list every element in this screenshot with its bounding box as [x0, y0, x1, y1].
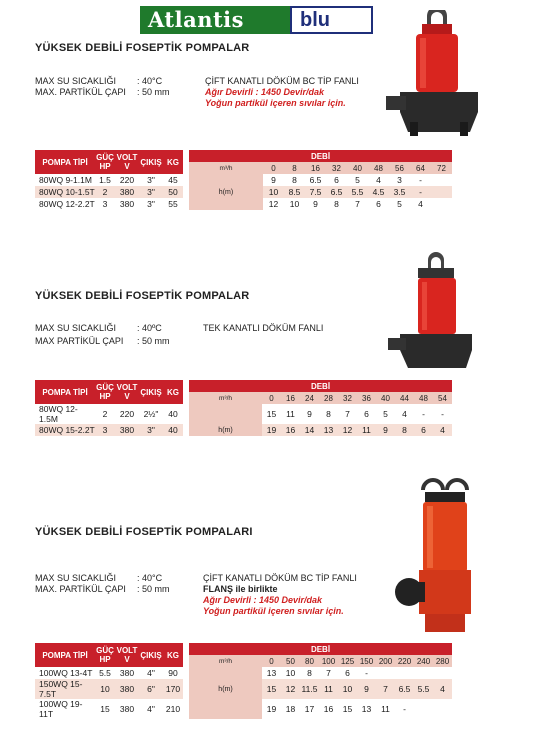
cell-model: 80WQ 9-1.1M: [35, 174, 95, 186]
flow-value: 54: [433, 392, 452, 404]
cell-hp: 2: [95, 404, 115, 424]
cell-head: 10: [281, 667, 300, 679]
cell-head: [431, 186, 452, 198]
cell-head: 9: [263, 174, 284, 186]
cell-model: 150WQ 15-7.5T: [35, 679, 95, 699]
flow-value: 72: [431, 162, 452, 174]
flow-value: 8: [284, 162, 305, 174]
cell-head: [431, 174, 452, 186]
cell-head: 6: [414, 424, 433, 436]
flow-value: 36: [357, 392, 376, 404]
cell-head: 9: [357, 679, 376, 699]
cell-head: 5: [376, 404, 395, 424]
cell-head: 6.5: [326, 186, 347, 198]
cell-out: 4": [139, 667, 163, 679]
cell-head: 5: [389, 198, 410, 210]
section-1-title: YÜKSEK DEBİLİ FOSEPTİK POMPALAR: [35, 42, 250, 54]
flow-value: 48: [368, 162, 389, 174]
cell-head: 9: [300, 404, 319, 424]
brand-sub: blu: [290, 6, 373, 34]
cell-head: 6: [357, 404, 376, 424]
cell-head: 9: [376, 424, 395, 436]
brand-logo: [140, 6, 373, 34]
flow-value: 40: [347, 162, 368, 174]
flow-value: 220: [395, 655, 414, 667]
cell-head: 11: [319, 679, 338, 699]
cell-model: 80WQ 10-1.5T: [35, 186, 95, 198]
cell-head: 4: [433, 424, 452, 436]
cell-hp: 3: [95, 424, 115, 436]
cell-hp: 2: [95, 186, 115, 198]
cell-out: 4": [139, 699, 163, 719]
cell-head: 13: [262, 667, 281, 679]
cell-head: 4.5: [368, 186, 389, 198]
cell-head: 12: [263, 198, 284, 210]
cell-volt: 380: [115, 699, 139, 719]
section-1-specs: MAX SU SICAKLIĞI : 40°C MAX. PARTİKÜL ÇAPI : 50 mm: [35, 76, 170, 97]
cell-out: 3": [139, 186, 163, 198]
flow-value: 44: [395, 392, 414, 404]
cell-head: 4: [410, 198, 431, 210]
cell-head: 5.5: [347, 186, 368, 198]
column-header: POMPA TİPİ: [35, 643, 95, 667]
cell-head: 6.5: [305, 174, 326, 186]
column-header: GÜÇ HP: [95, 380, 115, 404]
cell-head: 8: [326, 198, 347, 210]
section-3-features: ÇİFT KANATLI DÖKÜM BC TİP FANLI FLANŞ ile birlikte Ağır Devirli : 1450 Devir/dak Yoğun partikül içeren sıvılar için.: [203, 573, 357, 616]
cell-head: 8: [284, 174, 305, 186]
cell-kg: 90: [163, 667, 183, 679]
cell-model: 80WQ 12-1.5M: [35, 404, 95, 424]
cell-head: 5.5: [414, 679, 433, 699]
pump-image-3: [395, 470, 495, 635]
cell-volt: 380: [115, 198, 139, 210]
cell-head: 7.5: [305, 186, 326, 198]
column-header: VOLT V: [115, 643, 139, 667]
cell-head: [433, 699, 452, 719]
cell-volt: 220: [115, 404, 139, 424]
head-unit: h(m): [189, 424, 262, 436]
cell-head: 14: [300, 424, 319, 436]
table-row: [35, 174, 452, 186]
cell-volt: 380: [115, 424, 139, 436]
table-row: [35, 198, 452, 210]
cell-out: 6": [139, 679, 163, 699]
table-header-row: [35, 380, 452, 392]
brand-name: Atlantis: [140, 6, 290, 34]
flow-value: 50: [281, 655, 300, 667]
column-header: ÇIKIŞ: [139, 643, 163, 667]
flow-unit: m³/h: [189, 655, 262, 667]
flow-value: 280: [433, 655, 452, 667]
cell-head: [414, 699, 433, 719]
pump-image-2: [388, 252, 478, 370]
cell-head: 13: [357, 699, 376, 719]
cell-head: 8: [300, 667, 319, 679]
cell-volt: 380: [115, 667, 139, 679]
cell-head: 19: [262, 424, 281, 436]
cell-model: 100WQ 19-11T: [35, 699, 95, 719]
column-header: POMPA TİPİ: [35, 380, 95, 404]
column-header: POMPA TİPİ: [35, 150, 95, 174]
cell-head: 11: [357, 424, 376, 436]
cell-head: 15: [262, 404, 281, 424]
flow-value: 0: [262, 392, 281, 404]
cell-head: -: [410, 186, 431, 198]
cell-kg: 40: [163, 424, 183, 436]
cell-hp: 10: [95, 679, 115, 699]
section-1-features: ÇİFT KANATLI DÖKÜM BC TİP FANLI Ağır Devirli : 1450 Devir/dak Yoğun partikül içeren sıvılar için.: [205, 76, 359, 108]
head-unit: h(m): [189, 679, 262, 699]
table-row: [35, 186, 452, 198]
cell-hp: 1.5: [95, 174, 115, 186]
cell-volt: 380: [115, 186, 139, 198]
cell-head: 7: [319, 667, 338, 679]
cell-volt: 380: [115, 679, 139, 699]
cell-head: -: [433, 404, 452, 424]
column-header: KG: [163, 380, 183, 404]
cell-head: 3.5: [389, 186, 410, 198]
flow-value: 48: [414, 392, 433, 404]
flow-header: DEBİ: [189, 150, 452, 162]
flow-value: 16: [305, 162, 326, 174]
section-3-title: YÜKSEK DEBİLİ FOSEPTİK POMPALARI: [35, 526, 253, 538]
flow-header: DEBİ: [189, 643, 452, 655]
cell-head: 8: [395, 424, 414, 436]
cell-out: 3": [139, 174, 163, 186]
flow-value: 28: [319, 392, 338, 404]
cell-kg: 40: [163, 404, 183, 424]
cell-head: 10: [263, 186, 284, 198]
cell-head: 7: [338, 404, 357, 424]
cell-head: 8.5: [284, 186, 305, 198]
cell-out: 2½": [139, 404, 163, 424]
cell-kg: 50: [163, 186, 183, 198]
flow-value: 40: [376, 392, 395, 404]
cell-head: 7: [376, 679, 395, 699]
flow-header: DEBİ: [189, 380, 452, 392]
cell-head: 3: [389, 174, 410, 186]
cell-head: 10: [338, 679, 357, 699]
flow-unit: m³/h: [189, 392, 262, 404]
cell-hp: 5.5: [95, 667, 115, 679]
cell-head: -: [414, 404, 433, 424]
column-header: ÇIKIŞ: [139, 150, 163, 174]
table-header-row: [35, 150, 452, 162]
column-header: VOLT V: [115, 150, 139, 174]
cell-model: 80WQ 12-2.2T: [35, 198, 95, 210]
cell-head: 15: [262, 679, 281, 699]
flow-value: 240: [414, 655, 433, 667]
table-row: [35, 679, 452, 699]
cell-model: 80WQ 15-2.2T: [35, 424, 95, 436]
cell-head: -: [357, 667, 376, 679]
table-row: [35, 404, 452, 424]
table-row: [35, 667, 452, 679]
table-row: [35, 424, 452, 436]
cell-head: [395, 667, 414, 679]
flow-value: 32: [326, 162, 347, 174]
flow-value: 24: [300, 392, 319, 404]
column-header: GÜÇ HP: [95, 150, 115, 174]
cell-head: 11: [376, 699, 395, 719]
cell-hp: 15: [95, 699, 115, 719]
flow-value: 0: [262, 655, 281, 667]
cell-volt: 220: [115, 174, 139, 186]
cell-head: -: [410, 174, 431, 186]
flow-value: 0: [263, 162, 284, 174]
section-2-features: TEK KANATLI DÖKÜM FANLI: [203, 323, 324, 333]
section-1-table: [35, 150, 452, 210]
section-2-table: [35, 380, 452, 436]
head-unit: h(m): [189, 186, 263, 198]
flow-unit: m³/h: [189, 162, 263, 174]
cell-head: 16: [281, 424, 300, 436]
section-3-specs: MAX SU SICAKLIĞI : 40°C MAX. PARTİKÜL ÇAPI : 50 mm: [35, 573, 170, 594]
flow-value: 64: [410, 162, 431, 174]
flow-value: 56: [389, 162, 410, 174]
cell-head: 10: [284, 198, 305, 210]
cell-kg: 45: [163, 174, 183, 186]
cell-head: 6: [338, 667, 357, 679]
cell-kg: 170: [163, 679, 183, 699]
flow-value: 125: [338, 655, 357, 667]
cell-model: 100WQ 13-4T: [35, 667, 95, 679]
table-row: [35, 699, 452, 719]
cell-head: 4: [368, 174, 389, 186]
cell-head: [376, 667, 395, 679]
cell-head: 6: [368, 198, 389, 210]
cell-head: 9: [305, 198, 326, 210]
cell-head: [431, 198, 452, 210]
cell-head: 15: [338, 699, 357, 719]
cell-hp: 3: [95, 198, 115, 210]
cell-head: [414, 667, 433, 679]
cell-head: 5: [347, 174, 368, 186]
cell-head: [433, 667, 452, 679]
cell-head: 4: [433, 679, 452, 699]
table-header-row: [35, 643, 452, 655]
pump-image-1: [382, 10, 492, 138]
cell-head: 18: [281, 699, 300, 719]
cell-head: 7: [347, 198, 368, 210]
column-header: VOLT V: [115, 380, 139, 404]
cell-head: 4: [395, 404, 414, 424]
cell-kg: 210: [163, 699, 183, 719]
section-2-title: YÜKSEK DEBİLİ FOSEPTİK POMPALAR: [35, 290, 250, 302]
flow-value: 16: [281, 392, 300, 404]
cell-head: 11: [281, 404, 300, 424]
flow-value: 100: [319, 655, 338, 667]
cell-head: 6: [326, 174, 347, 186]
cell-head: 11.5: [300, 679, 319, 699]
flow-value: 150: [357, 655, 376, 667]
cell-head: -: [395, 699, 414, 719]
flow-value: 32: [338, 392, 357, 404]
section-2-specs: MAX SU SICAKLIĞI : 40ºC MAX PARTİKÜL ÇAPI : 50 mm: [35, 323, 170, 346]
cell-head: 12: [338, 424, 357, 436]
cell-head: 16: [319, 699, 338, 719]
cell-head: 8: [319, 404, 338, 424]
cell-head: 13: [319, 424, 338, 436]
column-header: KG: [163, 150, 183, 174]
cell-kg: 55: [163, 198, 183, 210]
cell-head: 6.5: [395, 679, 414, 699]
section-3-table: [35, 643, 452, 719]
cell-head: 12: [281, 679, 300, 699]
column-header: KG: [163, 643, 183, 667]
cell-head: 19: [262, 699, 281, 719]
cell-out: 3": [139, 424, 163, 436]
cell-head: 17: [300, 699, 319, 719]
flow-value: 80: [300, 655, 319, 667]
flow-value: 200: [376, 655, 395, 667]
cell-out: 3": [139, 198, 163, 210]
column-header: GÜÇ HP: [95, 643, 115, 667]
column-header: ÇIKIŞ: [139, 380, 163, 404]
